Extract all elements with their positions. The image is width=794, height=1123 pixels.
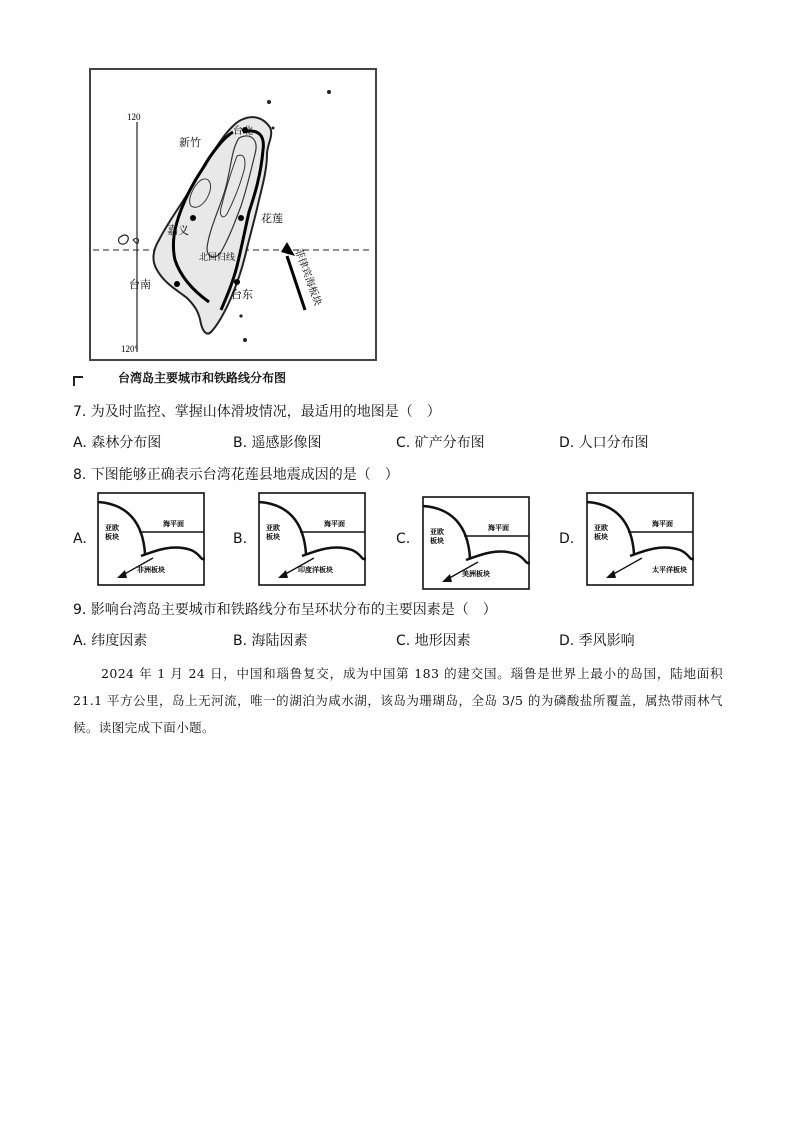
island-dot — [239, 314, 242, 317]
tropic-label: 北回归线 — [199, 253, 236, 263]
upper-plate-label: 亚欧板块 — [594, 524, 608, 541]
q8-option-d-label[interactable]: D. — [559, 531, 575, 547]
sea-level-label: 海平面 — [324, 520, 345, 528]
sea-level-label: 海平面 — [652, 520, 673, 528]
q8-option-c-label[interactable]: C. — [396, 531, 411, 547]
city-label-tainan: 台南 — [129, 278, 151, 291]
question-9-stem: 9. 影响台湾岛主要城市和铁路线分布呈环状分布的主要因素是（ ） — [73, 602, 497, 618]
lower-plate-label: 印度洋板块 — [298, 566, 333, 574]
map-caption: 台湾岛主要城市和铁路线分布图 — [118, 371, 287, 385]
upper-plate-label: 亚欧板块 — [266, 524, 280, 541]
plate-arrow-label: 菲律宾海板块 — [292, 247, 324, 308]
q7-option-c[interactable]: C. 矿产分布图 — [396, 435, 485, 451]
city-dot-taidong — [234, 279, 240, 285]
q9-option-a[interactable]: A. 纬度因素 — [73, 633, 148, 649]
plate-diagram-b[interactable] — [258, 492, 366, 586]
plate-diagram-a[interactable] — [97, 492, 205, 586]
city-dot-hualian — [238, 215, 244, 221]
q9-option-b[interactable]: B. 海陆因素 — [233, 633, 308, 649]
sea-level-label: 海平面 — [163, 520, 184, 528]
plate-motion-arrowhead — [281, 242, 295, 256]
upper-plate-label: 亚欧板块 — [430, 528, 444, 545]
plate-diagram-c[interactable] — [422, 496, 530, 590]
corner-mark — [73, 376, 83, 386]
longitude-label-bottom: 120° — [121, 344, 139, 354]
question-8-stem: 8. 下图能够正确表示台湾花莲县地震成因的是（ ） — [73, 467, 399, 483]
island-dot — [267, 100, 271, 104]
question-7-stem: 7. 为及时监控、掌握山体滑坡情况，最适用的地图是（ ） — [73, 404, 441, 420]
penghu-islands — [119, 235, 129, 244]
taiwan-map — [91, 70, 375, 359]
q7-option-b[interactable]: B. 遥感影像图 — [233, 435, 322, 451]
city-label-jiayi: 嘉义 — [167, 224, 189, 237]
longitude-label-top: 120 — [127, 112, 141, 122]
q7-option-a[interactable]: A. 森林分布图 — [73, 435, 162, 451]
island-dot — [272, 127, 275, 130]
island-dot — [327, 90, 331, 94]
lower-plate-label: 太平洋板块 — [652, 566, 687, 574]
city-label-taibei: 台北 — [233, 126, 253, 137]
island-dot — [243, 338, 247, 342]
plate-diagram-d[interactable] — [586, 492, 694, 586]
sea-level-label: 海平面 — [488, 524, 509, 532]
upper-plate-label: 亚欧板块 — [105, 524, 119, 541]
q9-option-c[interactable]: C. 地形因素 — [396, 633, 471, 649]
q8-option-b-label[interactable]: B. — [233, 531, 248, 547]
lower-plate-label: 非洲板块 — [137, 566, 165, 574]
q7-option-d[interactable]: D. 人口分布图 — [559, 435, 649, 451]
reading-passage: 2024 年 1 月 24 日，中国和瑙鲁复交，成为中国第 183 的建交国。瑙鲁是世界上最小的岛国，陆地面积 21.1 平方公里，岛上无河流，唯一的湖泊为咸水湖，该岛为珊瑚岛，全岛 3/5 的为磷酸盐所覆盖，属热带雨林气候。读图完成下面小题。 — [73, 666, 723, 735]
city-label-xinzhu: 新竹 — [179, 136, 201, 149]
city-label-taidong: 台东 — [231, 288, 253, 301]
penghu-islands — [133, 238, 139, 244]
q8-option-a-label[interactable]: A. — [73, 531, 87, 547]
q9-option-d[interactable]: D. 季风影响 — [559, 633, 635, 649]
lower-plate-label: 美洲板块 — [462, 570, 490, 578]
city-dot-tainan — [174, 281, 180, 287]
taiwan-map-figure — [89, 68, 377, 361]
city-dot-jiayi — [190, 215, 196, 221]
city-label-hualian: 花莲 — [261, 212, 283, 225]
